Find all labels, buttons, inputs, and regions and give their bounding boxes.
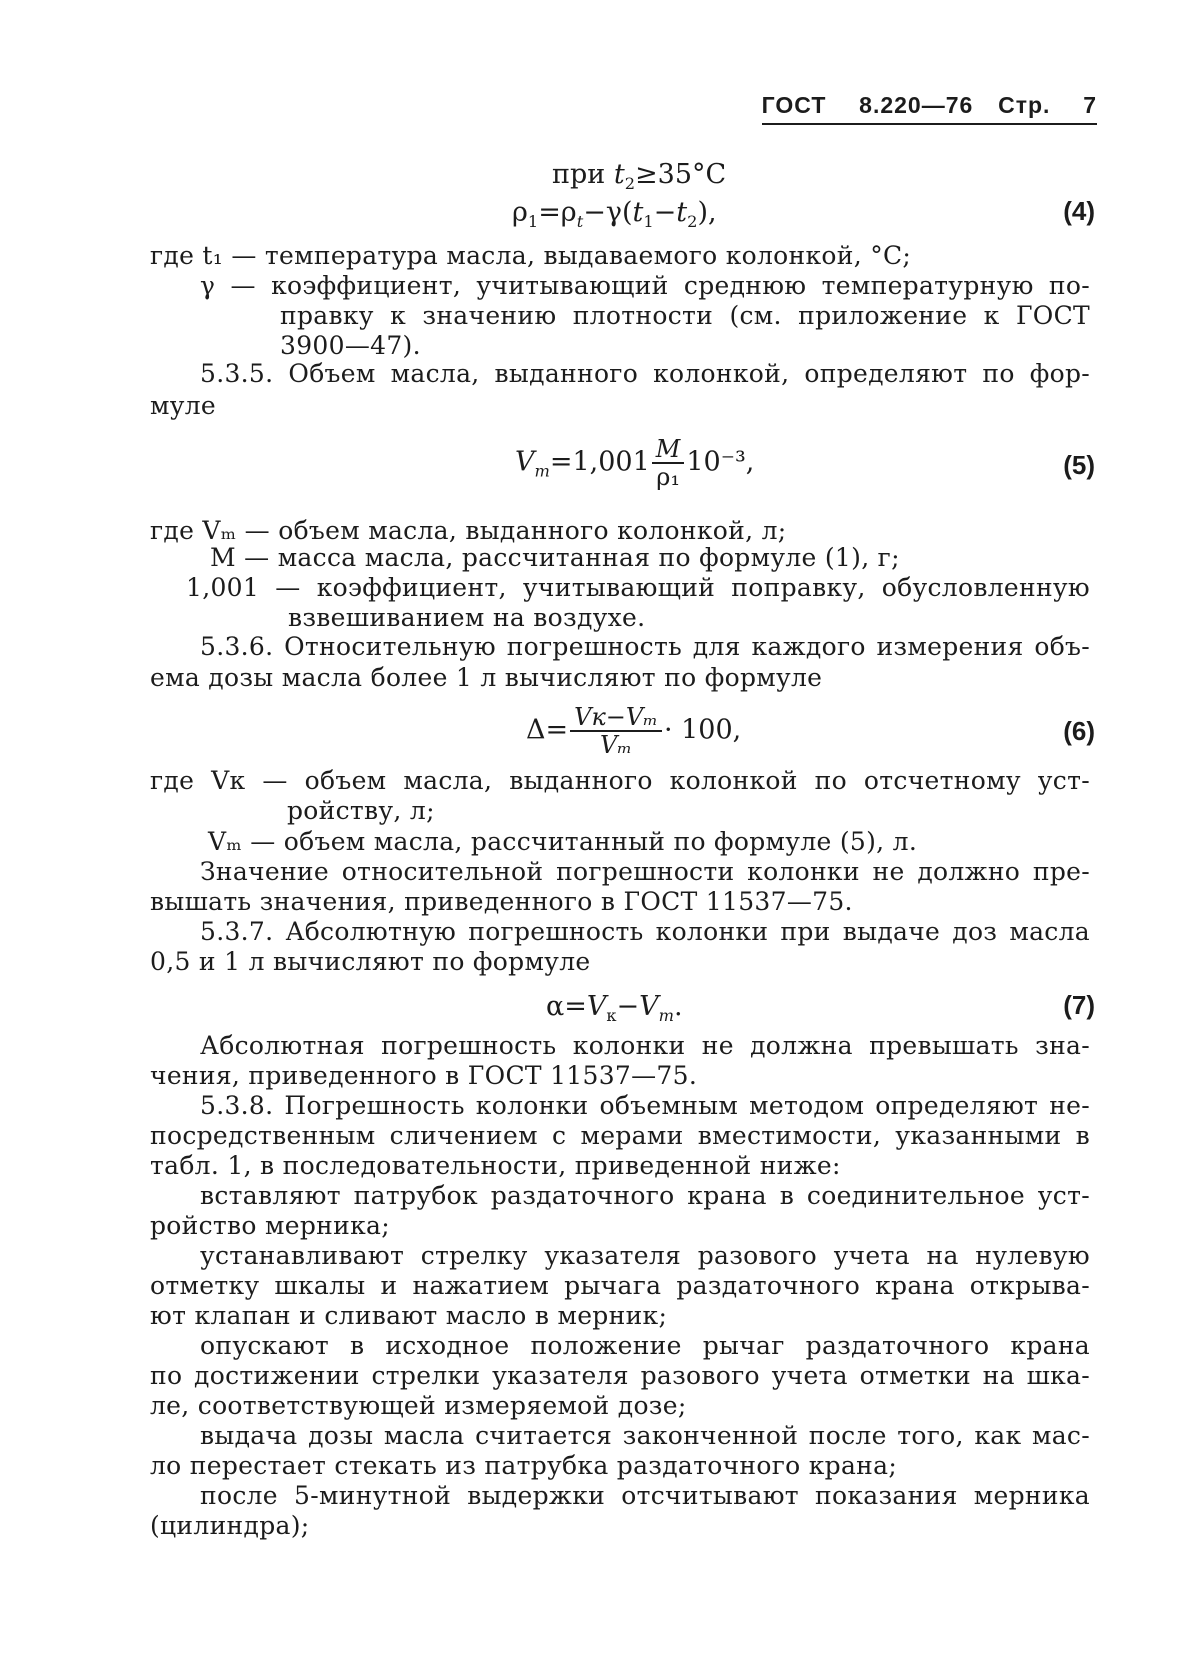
step4-line1: выдача дозы масла считается законченной после того, как мас- bbox=[200, 1421, 1090, 1450]
p-rel-line2: вышать значения, приведенного в ГОСТ 11537—75. bbox=[150, 887, 853, 916]
step1-line2: ройство мерника; bbox=[150, 1211, 390, 1240]
defs5-line1: где Vₘ — объем масла, выданного колонкой, л; bbox=[150, 516, 787, 545]
p536-line1: 5.3.6. Относительную погрешность для каждого измерения объ- bbox=[200, 632, 1090, 661]
p538-line1: 5.3.8. Погрешность колонки объемным методом определяют не- bbox=[200, 1091, 1090, 1120]
defs4-line4: 3900—47). bbox=[280, 331, 421, 360]
formula6-expression: Δ= $\frac{\text{Vк−Vₘ}}{\text{Vₘ}}$ · 100, bbox=[526, 703, 742, 759]
formula4-number: (4) bbox=[1063, 196, 1095, 226]
p537-line2: 0,5 и 1 л вычисляют по формуле bbox=[150, 947, 591, 976]
formula5-number: (5) bbox=[1063, 450, 1095, 480]
header-gost: ГОСТ bbox=[761, 92, 827, 118]
step2-line1: устанавливают стрелку указателя разового учета на нулевую bbox=[200, 1241, 1090, 1270]
step1-line1: вставляют патрубок раздаточного крана в соединительное уст- bbox=[200, 1181, 1090, 1210]
formula6-number: (6) bbox=[1063, 716, 1095, 746]
formula4-condition: при $t_2\ge 35^\circ С$ bbox=[552, 159, 727, 193]
defs5-line2: M — масса масла, рассчитанная по формуле (1), г; bbox=[210, 543, 900, 572]
formula4-expression: $\rho_1=\rho_t-\gamma(t_1-t_2)$, bbox=[512, 197, 717, 231]
step4-line2: ло перестает стекать из патрубка раздаточного крана; bbox=[150, 1451, 898, 1480]
formula5-expression: $V_m=1,001$ $\frac{M}{\text{ρ₁}}$ 10⁻³, bbox=[515, 435, 755, 491]
step5-line2: (цилиндра); bbox=[150, 1511, 310, 1540]
step3-line2: по достижении стрелки указателя разового учета отметки на шка- bbox=[150, 1361, 1090, 1390]
step3-line3: ле, соответствующей измеряемой дозе; bbox=[150, 1391, 687, 1420]
p537-line1: 5.3.7. Абсолютную погрешность колонки при выдаче доз масла bbox=[200, 917, 1090, 946]
defs5-line3: 1,001 — коэффициент, учитывающий поправку, обусловленную bbox=[186, 573, 1090, 602]
defs6-line2: ройству, л; bbox=[287, 796, 435, 825]
step2-line2: отметку шкалы и нажатием рычага раздаточного крана открыва- bbox=[150, 1271, 1090, 1300]
p538-line3: табл. 1, в последовательности, приведенной ниже: bbox=[150, 1151, 841, 1180]
p535-line1: 5.3.5. Объем масла, выданного колонкой, определяют по фор- bbox=[200, 359, 1090, 388]
defs6-line1: где Vк — объем масла, выданного колонкой по отсчетному уст- bbox=[150, 766, 1090, 795]
defs4-line3: правку к значению плотности (см. приложение к ГОСТ bbox=[280, 301, 1090, 330]
step3-line1: опускают в исходное положение рычаг раздаточного крана bbox=[200, 1331, 1090, 1360]
p538-line2: посредственным сличением с мерами вместимости, указанными в bbox=[150, 1121, 1090, 1150]
defs4-line2: γ — коэффициент, учитывающий среднюю температурную по- bbox=[200, 271, 1090, 300]
defs4-line1: где t₁ — температура масла, выдаваемого колонкой, °С; bbox=[150, 241, 912, 270]
header-page-number: 7 bbox=[1083, 92, 1097, 118]
p536-line2: ема дозы масла более 1 л вычисляют по формуле bbox=[150, 663, 823, 692]
defs5-line4: взвешиванием на воздухе. bbox=[288, 603, 646, 632]
header-page-label: Стр. bbox=[998, 92, 1051, 118]
defs6-line3: Vₘ — объем масла, рассчитанный по формуле (5), л. bbox=[208, 827, 918, 856]
p535-line2: муле bbox=[150, 391, 217, 420]
formula7-number: (7) bbox=[1063, 990, 1095, 1020]
p-abs-line1: Абсолютная погрешность колонки не должна превышать зна- bbox=[200, 1031, 1090, 1060]
p-rel-line1: Значение относительной погрешности колонки не должно пре- bbox=[200, 857, 1090, 886]
header-standard-number: 8.220—76 bbox=[859, 92, 974, 118]
step2-line3: ют клапан и сливают масло в мерник; bbox=[150, 1301, 668, 1330]
formula7-expression: $\alpha=V_к-V_m$. bbox=[546, 991, 683, 1025]
page-header bbox=[762, 92, 1097, 125]
p-abs-line2: чения, приведенного в ГОСТ 11537—75. bbox=[150, 1061, 698, 1090]
step5-line1: после 5-минутной выдержки отсчитывают показания мерника bbox=[200, 1481, 1090, 1510]
